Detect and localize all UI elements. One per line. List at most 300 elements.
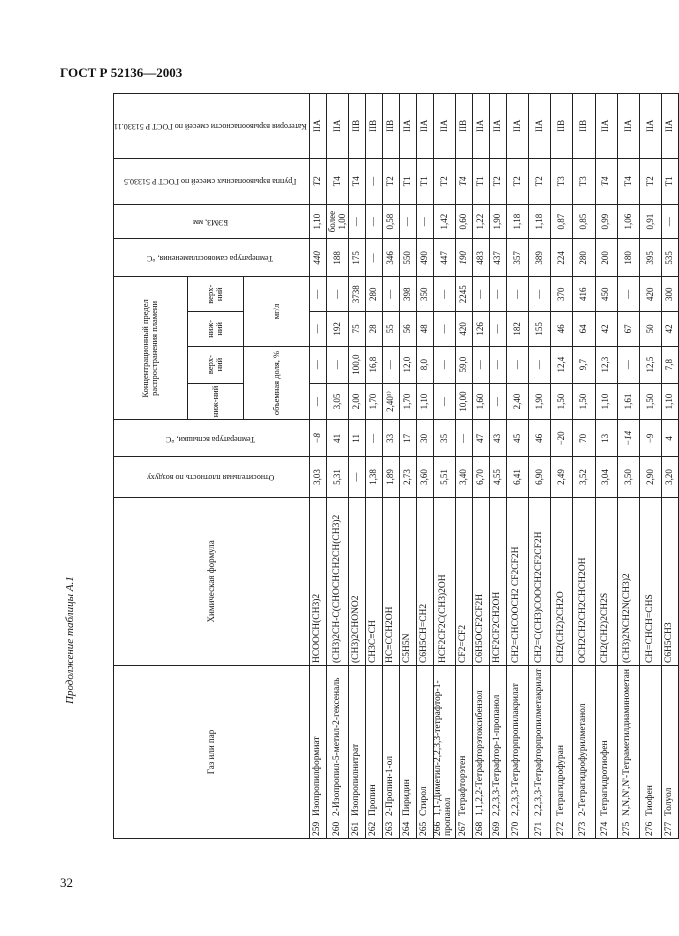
cell-autoign: — [366,239,383,277]
cell-group: T2 [489,158,506,204]
cell-besz: — [366,204,383,239]
cell-besz: 1,90 [489,204,506,239]
header-besz [114,204,310,239]
cell-vol-lower: 1,70 [399,383,416,420]
gas-name: Стирол [418,786,429,816]
cell-mass-upper: 350 [416,277,433,312]
row-number: 272 [555,821,566,836]
cell-gas-name [455,666,472,839]
header-group-text: Группа взрывоопасных смесей по ГОСТ Р 51330.5 [124,177,297,187]
cell-vol-lower: 1,50 [573,383,595,420]
cell-category: IIB [455,94,472,159]
cell-vol-lower: 2,40 [506,383,528,420]
cell-formula: CF2=CF2 [455,497,472,665]
cell-flash: 30 [416,420,433,457]
gas-name: 2,2,3,3-Тетрафторпропилакрилат [511,683,522,816]
cell-vol-upper: 8,0 [416,346,433,383]
cell-autoign: 357 [506,239,528,277]
cell-group: T2 [506,158,528,204]
cell-formula: (CH3)2CH-C(CHOCHCH2CH(CH3)2 [327,497,349,665]
cell-group: T4 [595,158,617,204]
cell-autoign: 440 [310,239,327,277]
table-row [455,94,472,839]
cell-gas-name [310,666,327,839]
cell-formula: CH2(CH2)2CH2S [595,497,617,665]
table-row [349,94,366,839]
cell-density: 3,50 [617,457,639,497]
header-category [114,94,310,159]
cell-autoign: 395 [639,239,661,277]
header-vol-lower: ниж-ний [187,383,243,420]
cell-formula: C6H5CH3 [662,497,679,665]
cell-mass-upper: 416 [573,277,595,312]
cell-autoign: 188 [327,239,349,277]
row-number: 271 [533,821,544,836]
cell-category: IIA [506,94,528,159]
cell-formula: OCH2CH2CH2CHCH2OH [573,497,595,665]
cell-gas-name [349,666,366,839]
cell-besz: более 1,00 [327,204,349,239]
cell-vol-upper: — [528,346,550,383]
cell-vol-upper: — [489,346,506,383]
gas-name: Тетрафторэтен [457,755,468,816]
cell-besz: 1,42 [433,204,455,239]
table-row [573,94,595,839]
flammability-table [113,93,679,839]
cell-vol-upper: 100,0 [349,346,366,383]
cell-group: T2 [528,158,550,204]
cell-besz: 0,85 [573,204,595,239]
cell-flash: — [366,420,383,457]
gas-name: 2,2,3,3-Тетрафторпропилметакрилат [533,668,544,816]
gas-name: Изопропилнитрат [351,743,362,816]
cell-flash: 11 [349,420,366,457]
cell-gas-name [662,666,679,839]
cell-vol-upper: 12,4 [551,346,573,383]
cell-category: IIA [528,94,550,159]
cell-density: 3,40 [455,457,472,497]
cell-group: T1 [416,158,433,204]
cell-density: 4,55 [489,457,506,497]
cell-category: IIA [399,94,416,159]
header-limits: Концентрационный предел распространения пламени [114,277,188,420]
cell-autoign: 535 [662,239,679,277]
header-gas: Газ или пар [114,666,310,839]
row-number: 263 [385,821,396,836]
cell-mass-upper: — [528,277,550,312]
table-row [595,94,617,839]
cell-density: 5,51 [433,457,455,497]
cell-mass-lower: 28 [366,312,383,347]
cell-besz: — [349,204,366,239]
cell-vol-lower: 1,90 [528,383,550,420]
cell-gas-name [617,666,639,839]
cell-formula: HCOOCH(CH3)2 [310,497,327,665]
cell-mass-upper: — [383,277,400,312]
cell-autoign: 447 [433,239,455,277]
header-autoign-text: Температура самовоспламенения, °С [147,254,274,264]
cell-vol-lower: 3,05 [327,383,349,420]
page-number: 32 [60,875,73,890]
cell-mass-upper: 398 [399,277,416,312]
gas-name: Пропин [368,784,379,816]
cell-density: 3,03 [310,457,327,497]
cell-vol-upper: 12,5 [639,346,661,383]
cell-vol-upper: — [383,346,400,383]
cell-flash: 41 [327,420,349,457]
cell-mass-upper: — [310,277,327,312]
cell-gas-name [528,666,550,839]
cell-category: IIA [327,94,349,159]
cell-autoign: 550 [399,239,416,277]
cell-flash: 33 [383,420,400,457]
cell-vol-upper: — [472,346,489,383]
cell-gas-name [433,666,455,839]
cell-density: 6,41 [506,457,528,497]
cell-besz: 0,91 [639,204,661,239]
cell-category: IIA [595,94,617,159]
cell-group: T3 [551,158,573,204]
cell-group: T4 [327,158,349,204]
table-row [327,94,349,839]
row-number: 275 [622,821,633,836]
cell-vol-lower: 1,10 [416,383,433,420]
cell-mass-lower: 56 [399,312,416,347]
gas-name: 2-Изопропил-5-метил-2-гексеналь [331,677,342,816]
cell-group: T4 [349,158,366,204]
cell-flash: 46 [528,420,550,457]
cell-density: 6,90 [528,457,550,497]
cell-category: IIA [617,94,639,159]
row-number: 264 [401,821,412,836]
cell-formula: (CH3)2NCH2N(CH3)2 [617,497,639,665]
cell-gas-name [327,666,349,839]
cell-mass-lower: 46 [551,312,573,347]
cell-mass-lower: 420 [455,312,472,347]
cell-vol-upper: 12,3 [595,346,617,383]
cell-besz: 1,06 [617,204,639,239]
gas-name: 2-Пропин-1-ол [385,756,396,816]
standard-header: ГОСТ Р 52136—2003 [60,65,183,80]
row-number: 267 [457,821,468,836]
row-number: 266 [433,821,444,836]
cell-density: 6,70 [472,457,489,497]
cell-category: IIA [433,94,455,159]
header-autoign [114,239,310,277]
cell-formula: CH2=CHCOOCH2 CF2CF2H [506,497,528,665]
row-number: 265 [418,821,429,836]
cell-density: 2,49 [551,457,573,497]
cell-gas-name [573,666,595,839]
cell-besz: 0,87 [551,204,573,239]
cell-density: 5,31 [327,457,349,497]
header-flash-text: Температура вспышки, °С [165,434,255,444]
cell-mass-upper: — [506,277,528,312]
cell-category: IIB [573,94,595,159]
cell-formula: C5H5N [399,497,416,665]
cell-autoign: 346 [383,239,400,277]
table-row [639,94,661,839]
cell-density: — [349,457,366,497]
cell-density: 1,38 [366,457,383,497]
cell-flash: 35 [433,420,455,457]
cell-mass-lower: 182 [506,312,528,347]
cell-autoign: 280 [573,239,595,277]
cell-density: 1,89 [383,457,400,497]
gas-name: 1,1-Диметил-2,2,3,3-тетрафтор-1-пропанол [433,680,454,836]
cell-vol-upper: 59,0 [455,346,472,383]
cell-mass-upper: 450 [595,277,617,312]
cell-gas-name [595,666,617,839]
cell-gas-name [506,666,528,839]
cell-mass-lower: 55 [383,312,400,347]
cell-flash: −9 [639,420,661,457]
header-density-text: Относительная плотность по воздуху [146,473,275,483]
cell-mass-lower: 75 [349,312,366,347]
cell-vol-upper: — [433,346,455,383]
row-number: 277 [664,821,675,836]
cell-mass-upper: 300 [662,277,679,312]
cell-category: IIA [416,94,433,159]
cell-flash: 43 [489,420,506,457]
cell-formula: HCF2CF2CH2OH [489,497,506,665]
cell-autoign: 180 [617,239,639,277]
cell-vol-lower: — [310,383,327,420]
cell-gas-name [639,666,661,839]
cell-mass-upper: 420 [639,277,661,312]
row-number: 260 [331,821,342,836]
cell-vol-upper: — [506,346,528,383]
cell-mass-lower: 126 [472,312,489,347]
cell-besz: — [399,204,416,239]
cell-vol-upper: — [310,346,327,383]
table-row [506,94,528,839]
cell-flash: −8 [310,420,327,457]
cell-group: T2 [433,158,455,204]
table-row [662,94,679,839]
header-mass: мг/л [243,277,310,346]
table-row [433,94,455,839]
table-row [366,94,383,839]
cell-mass-lower: — [489,312,506,347]
table-row [617,94,639,839]
table-row [416,94,433,839]
header-formula: Химическая формула [114,497,310,665]
cell-autoign: 200 [595,239,617,277]
cell-density: 2,90 [639,457,661,497]
cell-vol-lower: 1,10 [595,383,617,420]
row-number: 262 [368,821,379,836]
table-row [383,94,400,839]
cell-group: T4 [617,158,639,204]
gas-name: Толуол [664,787,675,816]
cell-vol-upper: 16,8 [366,346,383,383]
cell-flash: −14 [617,420,639,457]
cell-category: IIB [366,94,383,159]
cell-category: IIB [551,94,573,159]
cell-mass-lower: 192 [327,312,349,347]
cell-mass-upper: — [433,277,455,312]
cell-besz: — [662,204,679,239]
cell-vol-lower: 1,50 [551,383,573,420]
cell-autoign: 483 [472,239,489,277]
cell-vol-upper: — [617,346,639,383]
cell-group: T2 [383,158,400,204]
cell-flash: 70 [573,420,595,457]
gas-name: Тетрагидротиофен [600,740,611,816]
header-category-text: Категория взрывоопасности смесей по ГОСТ Р 51330.11 [114,122,307,132]
cell-category: IIA [310,94,327,159]
table-row [528,94,550,839]
cell-vol-lower: 1,50 [639,383,661,420]
cell-formula: CH3C≡CH [366,497,383,665]
cell-mass-upper: — [489,277,506,312]
cell-group: T4 [455,158,472,204]
cell-mass-upper: 370 [551,277,573,312]
cell-group: T1 [399,158,416,204]
cell-formula: CH2(CH2)2CH2O [551,497,573,665]
cell-vol-upper: 12,0 [399,346,416,383]
cell-group: T2 [639,158,661,204]
cell-gas-name [366,666,383,839]
rotated-table-container [113,93,675,839]
gas-name: Тетрагидрофуран [555,745,566,816]
row-number: 270 [511,821,522,836]
cell-flash: 4 [662,420,679,457]
cell-formula: CH=CHCH=CHS [639,497,661,665]
cell-vol-upper: 9,7 [573,346,595,383]
cell-besz: 0,58 [383,204,400,239]
cell-vol-lower: 2,40¹⁾ [383,383,400,420]
cell-mass-upper: — [327,277,349,312]
cell-vol-lower: 2,00 [349,383,366,420]
header-group [114,158,310,204]
cell-vol-lower: 10,00 [455,383,472,420]
row-number: 273 [577,821,588,836]
cell-category: IIA [472,94,489,159]
row-number: 268 [474,821,485,836]
cell-mass-lower: — [310,312,327,347]
cell-mass-upper: 280 [366,277,383,312]
gas-name: Пиридин [401,779,412,816]
cell-density: 3,60 [416,457,433,497]
cell-category: IIA [662,94,679,159]
cell-autoign: 437 [489,239,506,277]
cell-mass-upper: 2245 [455,277,472,312]
cell-flash: 45 [506,420,528,457]
cell-gas-name [551,666,573,839]
cell-mass-lower: 42 [662,312,679,347]
cell-besz: 0,99 [595,204,617,239]
header-flash [114,420,310,457]
cell-flash: — [455,420,472,457]
cell-besz: 1,22 [472,204,489,239]
header-density [114,457,310,497]
gas-name: 1,1,2,2-Тетрафторэтоксибензол [474,690,485,816]
cell-vol-upper: — [327,346,349,383]
cell-mass-lower: 42 [595,312,617,347]
cell-formula: (CH3)2CHONO2 [349,497,366,665]
cell-autoign: 224 [551,239,573,277]
cell-category: IIB [383,94,400,159]
row-number: 269 [491,821,502,836]
cell-density: 3,52 [573,457,595,497]
row-number: 259 [312,821,323,836]
row-number: 261 [351,821,362,836]
cell-autoign: 389 [528,239,550,277]
cell-mass-lower: 50 [639,312,661,347]
cell-gas-name [399,666,416,839]
row-number: 276 [644,821,655,836]
cell-besz: 0,60 [455,204,472,239]
cell-formula: C6H5CH=CH2 [416,497,433,665]
header-vol-upper: верх-ний [187,346,243,383]
cell-density: 3,20 [662,457,679,497]
cell-formula: CH2=C(CH3)COOCH2CF2CF2H [528,497,550,665]
cell-flash: 47 [472,420,489,457]
cell-besz: 1,18 [528,204,550,239]
cell-formula: C6H5OCF2CF2H [472,497,489,665]
cell-category: IIA [639,94,661,159]
table-row [472,94,489,839]
cell-group: T1 [662,158,679,204]
gas-name: Изопропилформиат [312,736,323,816]
cell-formula: HC≡CCH2OH [383,497,400,665]
cell-vol-lower: — [489,383,506,420]
header-volume: объемная доля, % [243,346,310,420]
cell-mass-lower: 48 [416,312,433,347]
cell-besz: 1,18 [506,204,528,239]
cell-mass-upper: 3738 [349,277,366,312]
cell-formula: HCF2CF2C(CH3)2OH [433,497,455,665]
cell-mass-lower: — [433,312,455,347]
cell-flash: 13 [595,420,617,457]
row-number: 274 [600,821,611,836]
header-mass-upper: верх-ний [187,277,243,312]
cell-vol-lower: 1,70 [366,383,383,420]
cell-mass-lower: 64 [573,312,595,347]
cell-group: — [366,158,383,204]
cell-vol-lower: 1,61 [617,383,639,420]
cell-group: T2 [310,158,327,204]
cell-category: IIA [489,94,506,159]
cell-gas-name [416,666,433,839]
cell-vol-upper: 7,8 [662,346,679,383]
cell-group: T1 [472,158,489,204]
cell-category: IIB [349,94,366,159]
gas-name: 2-Тетрагидрофурилметанол [577,703,588,816]
cell-besz: — [416,204,433,239]
gas-name: 2,2,3,3-Тетрафтор-1-пропанол [491,694,502,816]
cell-mass-upper: — [617,277,639,312]
cell-gas-name [489,666,506,839]
table-row [399,94,416,839]
cell-vol-lower: — [433,383,455,420]
cell-gas-name [472,666,489,839]
cell-besz: 1,10 [310,204,327,239]
header-besz-text: БЭМЗ, мм [192,217,228,227]
table-row [489,94,506,839]
table-body [310,94,679,839]
cell-group: T3 [573,158,595,204]
cell-density: 3,04 [595,457,617,497]
cell-gas-name [383,666,400,839]
cell-autoign: 175 [349,239,366,277]
gas-name: N,N,N',N'-Тетраметилдиаминометан [622,669,633,816]
cell-autoign: 190 [455,239,472,277]
gas-name: Тиофен [644,785,655,816]
cell-mass-lower: 155 [528,312,550,347]
